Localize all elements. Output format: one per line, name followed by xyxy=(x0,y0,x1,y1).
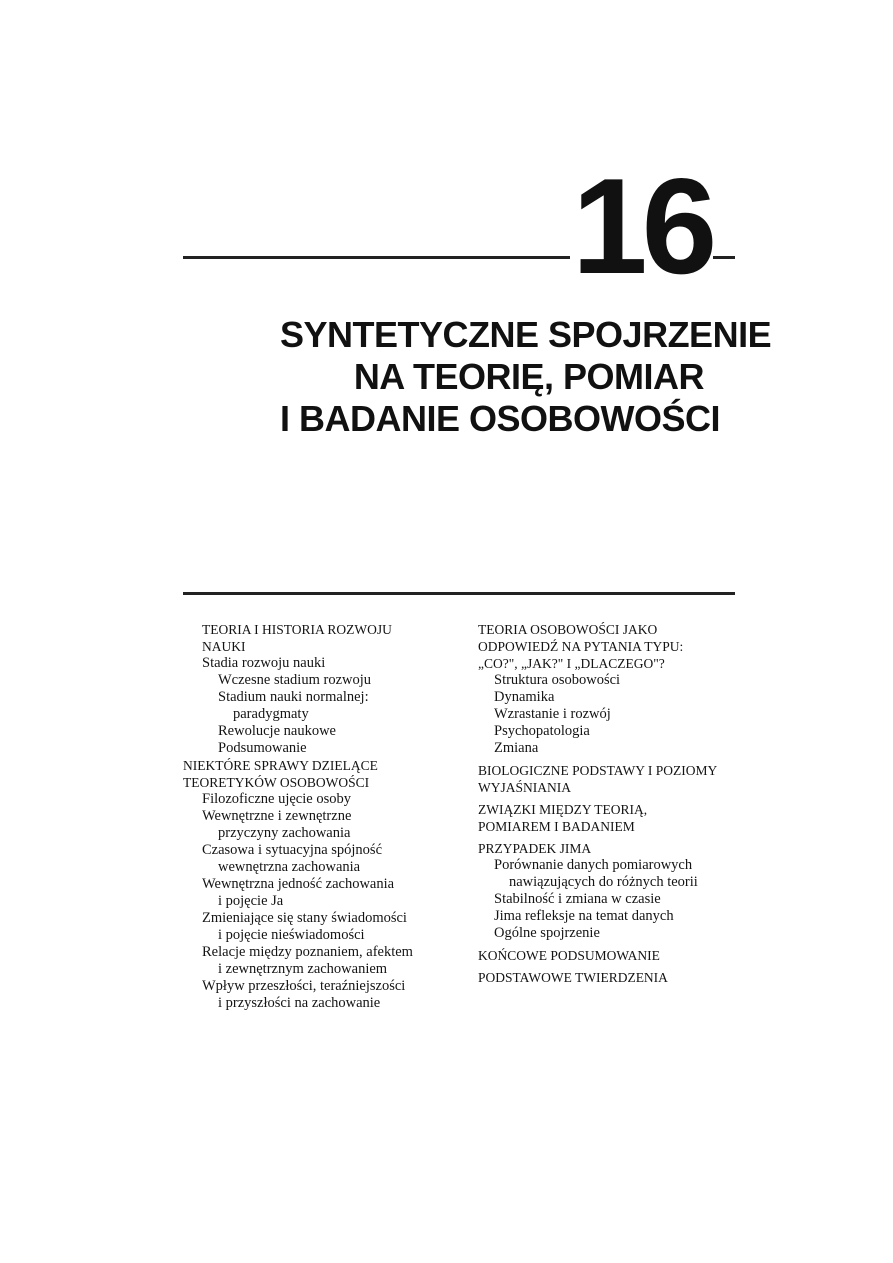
chapter-title-line: I BADANIE OSOBOWOŚCI xyxy=(280,398,721,439)
contents-right-column xyxy=(478,621,738,986)
contents-entry: TEORIA I HISTORIA ROZWOJU xyxy=(202,622,392,637)
contents-entry: Porównanie danych pomiarowych xyxy=(494,857,693,873)
contents-entry: PODSTAWOWE TWIERDZENIA xyxy=(478,970,668,985)
contents-entry: nawiązujących do różnych teorii xyxy=(509,874,698,890)
contents-entry: wewnętrzna zachowania xyxy=(218,859,361,875)
contents-entry: NIEKTÓRE SPRAWY DZIELĄCE xyxy=(183,758,378,773)
contents-entry: „CO?", „JAK?" I „DLACZEGO"? xyxy=(478,656,665,671)
contents-entry: Wczesne stadium rozwoju xyxy=(218,672,372,688)
contents-entry: TEORIA OSOBOWOŚCI JAKO xyxy=(478,622,658,637)
contents-entry: PRZYPADEK JIMA xyxy=(478,841,592,856)
contents-entry: Zmieniające się stany świadomości xyxy=(202,910,407,926)
chapter-title-line: NA TEORIĘ, POMIAR xyxy=(353,356,704,397)
contents-entry: POMIAREM I BADANIEM xyxy=(478,819,635,834)
contents-entry: Psychopatologia xyxy=(494,723,590,739)
contents-entry: Rewolucje naukowe xyxy=(218,723,336,739)
contents-entry: Filozoficzne ujęcie osoby xyxy=(202,791,351,807)
contents-entry: KOŃCOWE PODSUMOWANIE xyxy=(478,948,660,963)
contents-rule xyxy=(183,592,735,595)
contents-entry: Wewnętrzne i zewnętrzne xyxy=(202,808,352,824)
contents-entry: BIOLOGICZNE PODSTAWY I POZIOMY xyxy=(478,763,718,778)
contents-entry: Struktura osobowości xyxy=(494,672,621,688)
contents-entry: Stabilność i zmiana w czasie xyxy=(494,891,661,907)
contents-entry: TEORETYKÓW OSOBOWOŚCI xyxy=(183,775,370,790)
contents-entry: Zmiana xyxy=(494,740,539,756)
contents-left-column xyxy=(183,621,453,1012)
contents-entry: przyczyny zachowania xyxy=(218,825,351,841)
contents-entry: ZWIĄZKI MIĘDZY TEORIĄ, xyxy=(478,802,648,817)
contents-entry: i przyszłości na zachowanie xyxy=(218,995,381,1011)
contents-entry: i zewnętrznym zachowaniem xyxy=(218,961,388,977)
chapter-number: 16 xyxy=(572,150,712,302)
contents-entry: Czasowa i sytuacyjna spójność xyxy=(202,842,383,858)
contents-entry: Wzrastanie i rozwój xyxy=(494,706,611,722)
contents-entry: NAUKI xyxy=(202,639,246,654)
contents-entry: Podsumowanie xyxy=(218,740,307,756)
contents-entry: Stadium nauki normalnej: xyxy=(218,689,369,705)
contents-entry: Relacje między poznaniem, afektem xyxy=(202,944,413,960)
contents-entry: i pojęcie Ja xyxy=(218,893,284,909)
contents-entry: Ogólne spojrzenie xyxy=(494,925,600,941)
contents-entry: paradygmaty xyxy=(233,706,309,722)
contents-entry: Dynamika xyxy=(494,689,555,705)
contents-entry: Wpływ przeszłości, teraźniejszości xyxy=(202,978,406,994)
chapter-title xyxy=(280,314,772,440)
contents-entry: Jima refleksje na temat danych xyxy=(494,908,674,924)
chapter-title-line: SYNTETYCZNE SPOJRZENIE xyxy=(280,314,772,355)
contents-entry: Stadia rozwoju nauki xyxy=(202,655,326,671)
contents-entry: ODPOWIEDŹ NA PYTANIA TYPU: xyxy=(478,639,684,654)
contents-entry: i pojęcie nieświadomości xyxy=(218,927,365,943)
contents-entry: Wewnętrzna jedność zachowania xyxy=(202,876,395,892)
contents-entry: WYJAŚNIANIA xyxy=(478,780,571,795)
